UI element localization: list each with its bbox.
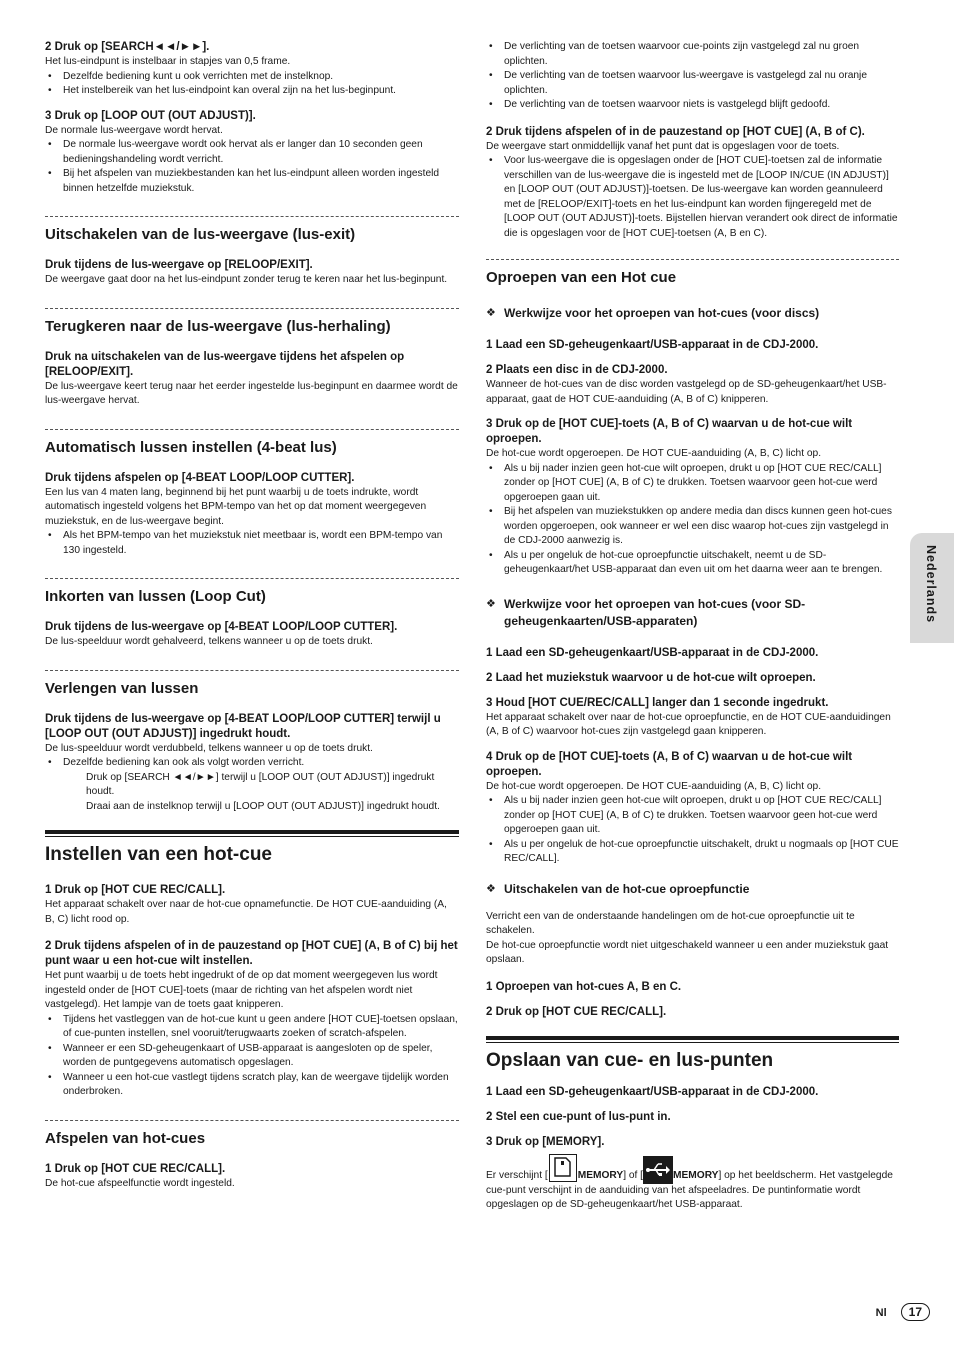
step-heading: 2 Plaats een disc in de CDJ-2000. (486, 364, 668, 376)
step-heading: 2 Druk tijdens afspelen of in de pauzestand op [HOT CUE] (A, B of C). (486, 125, 865, 138)
step-heading: Druk na uitschakelen van de lus-weergave tijdens het afspelen op [RELOOP/EXIT]. (45, 350, 405, 378)
step-heading: 3 Druk op [MEMORY]. (486, 1135, 605, 1148)
paragraph: Verricht een van de onderstaande handelingen om de hot-cue oproepfunctie uit te schakelen. (486, 910, 855, 936)
step-heading: 2 Druk op [SEARCH◄◄/►►]. (45, 41, 210, 53)
memory-paragraph: Er verschijnt [ MEMORY] of [ MEMORY] op het beeldscherm. Het vastgelegde cue-punt verschijnt in de aanduiding van het afspeeladres. De puntinformatie wordt opgeslagen op de SD-geheugenkaart/het USB-apparaat. (486, 1154, 899, 1213)
bullet-item: • Tijdens het vastleggen van de hot-cue kunt u geen andere [HOT CUE]-toetsen opslaan, of cue-punten instellen, snel vooruit/terugwaarts zoeken of scratch-afspelen. (45, 1013, 459, 1042)
bullet-item: • De verlichting van de toetsen waarvoor niets is vastgelegd blijft gedoofd. (486, 98, 899, 113)
paragraph: Het punt waarbij u de toets hebt ingedrukt of de op dat moment weergegeven lus wordt ingesteld onder de [HOT CUE]-toets (maar de richting van het afspelen wordt niet vastgelegd). Het lampje van de toets gaat knipperen. (45, 970, 438, 1010)
language-side-tab: Nederlands (910, 533, 954, 643)
paragraph: De lus-speelduur wordt gehalveerd, telkens wanneer u op de toets drukt. (45, 636, 373, 647)
page-footer (876, 1303, 930, 1321)
bullet-list (45, 1013, 459, 1100)
section-title: Inkorten van lussen (Loop Cut) (45, 588, 266, 605)
bullet-item: • Wanneer u een hot-cue vastlegt tijdens scratch play, kan de weergave tijdelijk worden onderbroken. (45, 1071, 459, 1100)
paragraph: Het apparaat schakelt over naar de hot-cue opnamefunctie. De HOT CUE-aanduiding (A, B, C) licht rood op. (45, 899, 447, 925)
chapter-title: Opslaan van cue- en lus-punten (486, 1049, 774, 1071)
paragraph: De hot-cue wordt opgeroepen. De HOT CUE-aanduiding (A, B, C) licht op. (486, 448, 822, 459)
step-heading: Druk tijdens de lus-weergave op [4-BEAT LOOP/LOOP CUTTER] terwijl u [LOOP OUT (OUT ADJUST)] ingedrukt houdt. (45, 712, 441, 740)
paragraph: De hot-cue wordt opgeroepen. De HOT CUE-aanduiding (A, B, C) licht op. (486, 780, 822, 792)
section-title: Oproepen van een Hot cue (486, 269, 677, 286)
paragraph: De weergave start onmiddellijk vanaf het punt dat is opgeslagen voor de toets. (486, 140, 840, 152)
step-heading: 1 Oproepen van hot-cues A, B en C. (486, 980, 682, 993)
section-title: Verlengen van lussen (45, 679, 199, 697)
section-title: Terugkeren naar de lus-weergave (lus-herhaling) (45, 317, 391, 335)
step-heading: 2 Druk tijdens afspelen of in de pauzestand op [HOT CUE] (A, B of C) bij het punt waar u een hot-cue wilt instellen. (45, 940, 458, 967)
chapter-rule (45, 830, 459, 837)
step-heading: Druk tijdens de lus-weergave op [RELOOP/EXIT]. (45, 259, 313, 271)
left-column (45, 40, 459, 1191)
right-column (486, 40, 899, 1213)
bullet-item: • De normale lus-weergave wordt ook hervat als er langer dan 10 seconden geen bedieningshandeling wordt verricht. (45, 138, 459, 167)
chapter-rule (486, 1036, 899, 1043)
subsection-title: ❖ Werkwijze voor het oproepen van hot-cues (voor discs) (486, 306, 820, 320)
bullet-list (45, 529, 459, 558)
paragraph: De weergave gaat door na het lus-eindpunt zonder terug te keren naar het lus-beginpunt. (45, 274, 448, 285)
subsection-title: ❖ Werkwijze voor het oproepen van hot-cues (voor SD-geheugenkaarten/USB-apparaten) (486, 596, 806, 628)
bullet-item: • De verlichting van de toetsen waarvoor cue-points zijn vastgelegd zal nu groen oplichten. (486, 40, 899, 69)
footer-language: Nl (875, 1307, 887, 1319)
page-number: 17 (901, 1303, 930, 1321)
section-title: Uitschakelen van de lus-weergave (lus-exit) (45, 226, 356, 243)
bullet-list (486, 154, 899, 241)
bullet-list (45, 756, 459, 771)
bullet-list (45, 138, 459, 196)
step-heading: Druk tijdens de lus-weergave op [4-BEAT LOOP/LOOP CUTTER]. (45, 621, 398, 633)
diamond-icon: ❖ (486, 307, 496, 319)
bullet-list (486, 462, 899, 578)
sd-card-icon (549, 1154, 577, 1182)
diamond-icon: ❖ (486, 597, 496, 610)
step-heading: Druk tijdens afspelen op [4-BEAT LOOP/LOOP CUTTER]. (45, 471, 355, 484)
indented-text: Draai aan de instelknop terwijl u [LOOP OUT (OUT ADJUST)] ingedrukt houdt. (86, 800, 440, 812)
indented-text: Druk op [SEARCH ◄◄/►►] terwijl u [LOOP OUT (OUT ADJUST)] ingedrukt houdt. (86, 771, 435, 797)
paragraph: De hot-cue afspeelfunctie wordt ingesteld. (45, 1177, 235, 1189)
usb-icon (643, 1156, 673, 1184)
step-heading: 4 Druk op de [HOT CUE]-toets (A, B of C) waarvan u de hot-cue wilt oproepen. (486, 750, 853, 778)
step-heading: 1 Laad een SD-geheugenkaart/USB-apparaat in de CDJ-2000. (486, 1085, 819, 1098)
bullet-list (486, 40, 899, 113)
bullet-item: • Als u per ongeluk de hot-cue oproepfunctie uitschakelt, drukt u nogmaals op [HOT CUE REC/CALL]. (486, 838, 899, 867)
section-title: Automatisch lussen instellen (4-beat lus) (45, 438, 337, 456)
bullet-item: • Bij het afspelen van muziekbestanden kan het lus-eindpunt alleen worden ingesteld binnen hetzelfde muziekstuk. (45, 167, 459, 196)
bullet-item: • Bij het afspelen van muziekstukken op andere media dan discs kunnen geen hot-cues worden opgeroepen, ook wanneer er wel een disc waarop hot-cues zijn vastgelegd in de CDJ-2000 aanwezig is. (486, 505, 899, 549)
bullet-item: • Dezelfde bediening kunt u ook verrichten met de instelknop. (45, 70, 459, 85)
step-heading: 1 Druk op [HOT CUE REC/CALL]. (45, 884, 226, 896)
step-heading: 3 Druk op de [HOT CUE]-toets (A, B of C) waarvan u de hot-cue wilt oproepen. (486, 418, 853, 445)
section-title: Afspelen van hot-cues (45, 1129, 206, 1147)
bullet-item: • Voor lus-weergave die is opgeslagen onder de [HOT CUE]-toetsen zal de informatie verschillen van de lus-weergave die is ingesteld met de [LOOP IN/CUE (IN ADJUST)] en [LOOP OUT (OUT ADJUST)]-toetsen. De lus-weergave kan worden geannuleerd met de [RELOOP/EXIT]-toets en het lus-eindpunt kan worden fijngeregeld met de [LOOP OUT (OUT ADJUST)]-toets. Bijstellen hiervan verandert ook direct de informatie die is opgeslagen voor de [HOT CUE]-toetsen (A, B en C). (486, 154, 899, 241)
step-heading: 2 Laad het muziekstuk waarvoor u de hot-cue wilt oproepen. (486, 671, 816, 684)
bullet-item: • Dezelfde bediening kan ook als volgt worden verricht. (45, 756, 459, 771)
step-heading: 3 Houd [HOT CUE/REC/CALL] langer dan 1 seconde ingedrukt. (486, 696, 829, 709)
subsection-title: ❖ Uitschakelen van de hot-cue oproepfunctie (486, 881, 750, 896)
bullet-item: • Wanneer er een SD-geheugenkaart of USB-apparaat is aangesloten op de speler, worden de puntgegevens automatisch opgeslagen. (45, 1042, 459, 1071)
paragraph: Het apparaat schakelt over naar de hot-cue oproepfunctie, en de HOT CUE-aanduidingen (A, B of C) waarvoor hot-cues zijn vastgelegd gaan knipperen. (486, 711, 891, 737)
bullet-item: • Als u bij nader inzien geen hot-cue wilt oproepen, drukt u op [HOT CUE REC/CALL] zonder op [HOT CUE] (A, B of C) te drukken. Toetsen waarvoor geen hot-cue werd opgeroepen gaan uit. (486, 462, 899, 506)
step-heading: 1 Druk op [HOT CUE REC/CALL]. (45, 1162, 226, 1175)
paragraph: Een lus van 4 maten lang, beginnend bij het punt waarbij u de toets indrukte, wordt automatisch ingesteld volgens het BPM-tempo van het op dat moment weergegeven muziekstuk, en de lus-weergave begint. (45, 486, 427, 527)
chapter-title: Instellen van een hot-cue (45, 844, 272, 865)
paragraph: De normale lus-weergave wordt hervat. (45, 124, 223, 136)
step-heading: 2 Druk op [HOT CUE REC/CALL]. (486, 1005, 667, 1018)
bullet-list (486, 794, 899, 867)
bullet-item: • Als u per ongeluk de hot-cue oproepfunctie uitschakelt, neemt u de SD-geheugenkaart/het USB-apparaat dan even uit om het daarna weer aan te brengen. (486, 549, 899, 578)
paragraph: De hot-cue oproepfunctie wordt niet uitgeschakeld wanneer u een ander muziekstuk gaat opslaan. (486, 939, 889, 965)
bullet-list (45, 70, 459, 99)
bullet-item: • Als het BPM-tempo van het muziekstuk niet meetbaar is, wordt een BPM-tempo van 130 ingesteld. (45, 529, 459, 558)
paragraph: De lus-weergave keert terug naar het eerder ingestelde lus-beginpunt en daarmee wordt de lus-weergave hervat. (45, 380, 458, 406)
paragraph: Wanneer de hot-cues van de disc worden vastgelegd op de SD-geheugenkaart/het USB-apparaat, gaat de HOT CUE-aanduiding (A, B of C) knipperen. (486, 379, 887, 405)
paragraph: Het lus-eindpunt is instelbaar in stapjes van 0,5 frame. (45, 56, 291, 67)
step-heading: 2 Stel een cue-punt of lus-punt in. (486, 1110, 671, 1123)
paragraph: De lus-speelduur wordt verdubbeld, telkens wanneer u op de toets drukt. (45, 742, 373, 754)
diamond-icon: ❖ (486, 882, 496, 895)
bullet-item: • De verlichting van de toetsen waarvoor lus-weergave is vastgelegd zal nu oranje oplichten. (486, 69, 899, 98)
bullet-item: • Als u bij nader inzien geen hot-cue wilt oproepen, drukt u op [HOT CUE REC/CALL] zonder op [HOT CUE] (A, B of C) te drukken. Toetsen waarvoor geen hot-cue werd opgeroepen gaan uit. (486, 794, 899, 838)
step-heading: 1 Laad een SD-geheugenkaart/USB-apparaat in de CDJ-2000. (486, 646, 819, 659)
step-heading: 1 Laad een SD-geheugenkaart/USB-apparaat in de CDJ-2000. (486, 339, 819, 351)
bullet-item: • Het instelbereik van het lus-eindpoint kan overal zijn na het lus-beginpunt. (45, 84, 459, 99)
step-heading: 3 Druk op [LOOP OUT (OUT ADJUST)]. (45, 109, 256, 122)
